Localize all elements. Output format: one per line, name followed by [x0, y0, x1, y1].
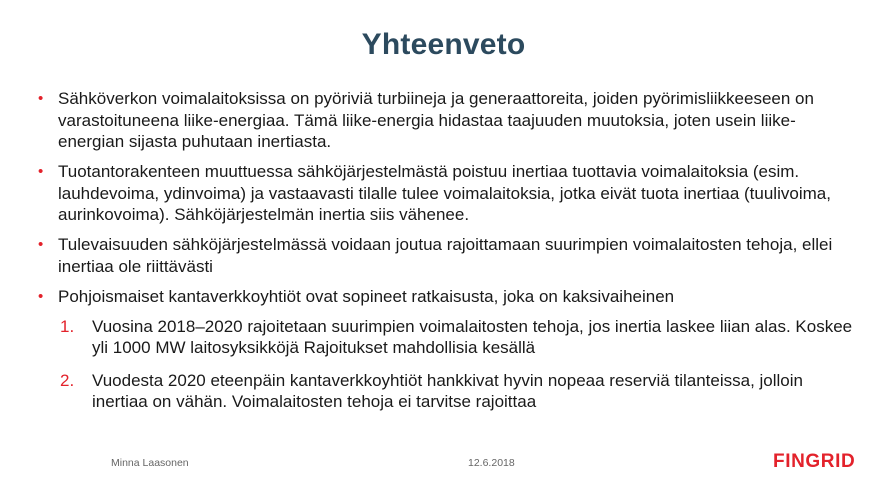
bullet-item — [38, 161, 858, 226]
bullet-text: Tuotantorakenteen muuttuessa sähköjärjestelmästä poistuu inertiaa tuottavia voimalaitoksia (esim. lauhdevoima, ydinvoima) ja vastaavasti tilalle tulee voimalaitoksia, jotka eivät tuota inertiaa (tuulivoima, aurinkovoima). Sähköjärjestelmän inertia siis vähenee. — [58, 162, 831, 224]
footer-author: Minna Laasonen — [111, 457, 189, 469]
bullet-list — [38, 88, 858, 307]
numbered-list — [60, 316, 858, 413]
fingrid-logo: FINGRID — [773, 451, 856, 472]
bullet-text: Tulevaisuuden sähköjärjestelmässä voidaan joutua rajoittamaan suurimpien voimalaitosten tehoja, ellei inertiaa ole riittävästi — [58, 235, 833, 276]
bullet-dot-icon: • — [38, 287, 44, 305]
bullet-text: Sähköverkon voimalaitoksissa on pyöriviä turbiineja ja generaattoreita, joiden pyörimisliikkeeseen on varastoituneena liike-energiaa. Tämä liike-energia hidastaa taajuuden muutoksia, joten usein liike-energian sijasta puhutaan inertiasta. — [58, 89, 814, 151]
slide-title: Yhteenveto — [361, 28, 526, 61]
bullet-item — [38, 88, 858, 153]
item-number: 2. — [60, 370, 75, 390]
bullet-item — [38, 234, 858, 277]
numbered-text: Vuosina 2018–2020 rajoitetaan suurimpien voimalaitosten tehoja, jos inertia laskee liian alas. Koskee yli 1000 MW laitosyksikköjä Rajoitukset mahdollisia kesällä — [92, 316, 853, 357]
bullet-dot-icon: • — [38, 163, 44, 180]
footer-date: 12.6.2018 — [468, 457, 515, 469]
bullet-dot-icon: • — [38, 236, 44, 253]
item-number: 1. — [60, 316, 75, 336]
bullet-dot-icon: • — [38, 90, 44, 107]
numbered-text: Vuodesta 2020 eteenpäin kantaverkkoyhtiöt hankkivat hyvin nopeaa reserviä tilanteissa, jolloin inertiaa on vähän. Voimalaitosten tehoja ei tarvitse rajoittaa — [92, 370, 803, 411]
slide-content — [38, 88, 858, 424]
numbered-item — [60, 316, 858, 359]
numbered-item — [60, 370, 858, 413]
bullet-text: Pohjoismaiset kantaverkkoyhtiöt ovat sopineet ratkaisusta, joka on kaksivaiheinen — [58, 286, 675, 306]
bullet-item — [38, 286, 858, 308]
